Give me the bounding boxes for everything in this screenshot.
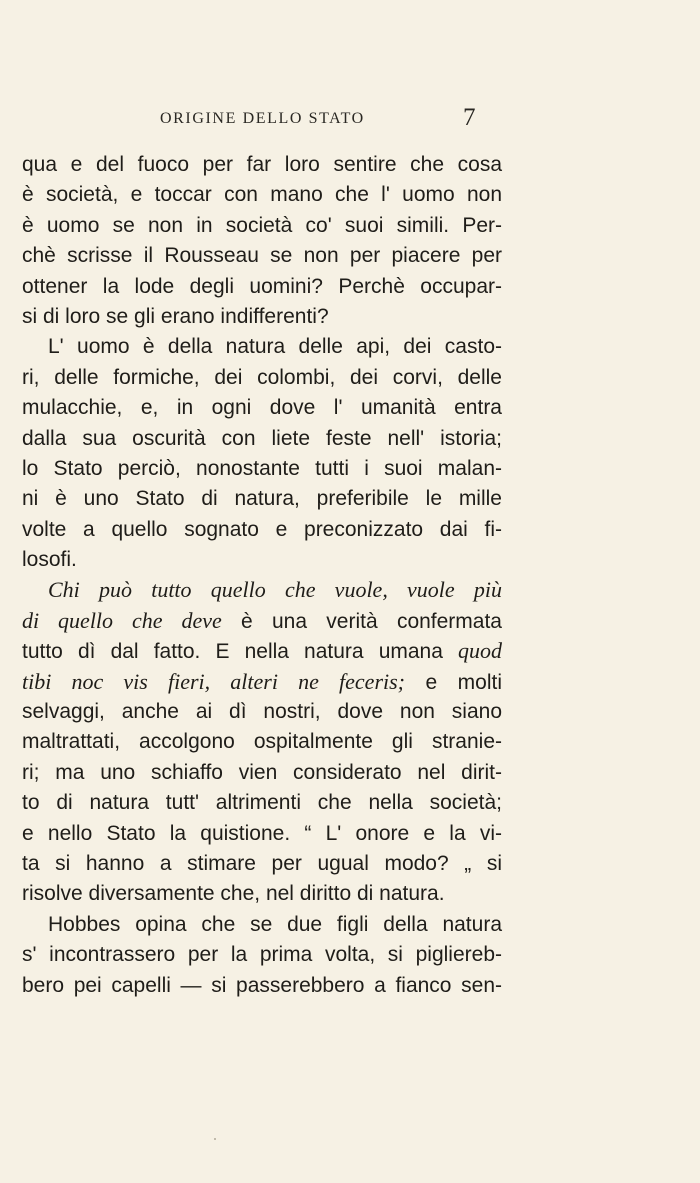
text-line: lo Stato perciò, nonostante tutti i suoi malan-: [22, 456, 502, 480]
text-line: dalla sua oscurità con liete feste nell' istoria;: [22, 426, 502, 450]
text-line: ri, delle formiche, dei colombi, dei corvi, delle: [22, 365, 502, 389]
text-line: L' uomo è della natura delle api, dei casto-: [48, 335, 502, 359]
text-line: risolve diversamente che, nel diritto di natura.: [22, 882, 445, 906]
text-line: chè scrisse il Rousseau se non per piacere per: [22, 244, 502, 268]
text-line: ni è uno Stato di natura, preferibile le mille: [22, 487, 502, 511]
italic-phrase: Chi può tutto quello che vuole, vuole più: [48, 577, 502, 603]
text-line: è società, e toccar con mano che l' uomo non: [22, 183, 502, 207]
text-line: mulacchie, e, in ogni dove l' umanità entra: [22, 396, 502, 420]
text-line: ottener la lode degli uomini? Perchè occupar-: [22, 274, 502, 298]
text-line: e nello Stato la quistione. “ L' onore e la vi-: [22, 821, 502, 845]
text-line: ri; ma uno schiaffo vien considerato nel dirit-: [22, 760, 502, 784]
text-line: tutto dì dal fatto. E nella natura umana quod: [22, 638, 502, 664]
text-line: volte a quello sognato e preconizzato dai fi-: [22, 517, 502, 541]
running-head-title: ORIGINE DELLO STATO: [160, 110, 365, 127]
text-line: tibi noc vis fieri, alteri ne feceris; e molti: [22, 668, 503, 694]
body-text: [22, 150, 502, 1001]
text-line: s' incontrassero per la prima volta, si piglierеb-: [22, 943, 502, 967]
text-line: selvaggi, anche ai dì nostri, dove non siano: [22, 700, 502, 724]
running-head: [0, 104, 700, 134]
italic-phrase: di quello che deve: [22, 607, 222, 633]
text-line: si di loro se gli erano indifferenti?: [22, 304, 329, 328]
text-line: è uomo se non in società co' suoi simili. Per-: [22, 213, 502, 237]
text-line: bero pei capelli — si passerebbero a fianco sen-: [22, 973, 502, 997]
text-line: to di natura tutt' altrimenti che nella società;: [22, 791, 502, 815]
italic-phrase: quod: [458, 638, 502, 664]
text-line: maltrattati, accolgono ospitalmente gli stranie-: [22, 730, 502, 754]
text-line: di quello che deve è una verità confermata: [22, 607, 502, 633]
footer-dot: [214, 1138, 216, 1140]
text-line: [22, 575, 502, 605]
text-line: qua e del fuoco per far loro sentire che cosa: [22, 153, 502, 176]
text-line: losofi.: [22, 548, 77, 572]
text-line: Hobbes opina che se due figli della natura: [48, 912, 502, 936]
page-number: 7: [463, 104, 476, 131]
text-line: ta si hanno a stimare per ugual modo? „ si: [22, 851, 502, 875]
italic-phrase: tibi noc vis fieri, alteri ne feceris;: [22, 668, 406, 694]
